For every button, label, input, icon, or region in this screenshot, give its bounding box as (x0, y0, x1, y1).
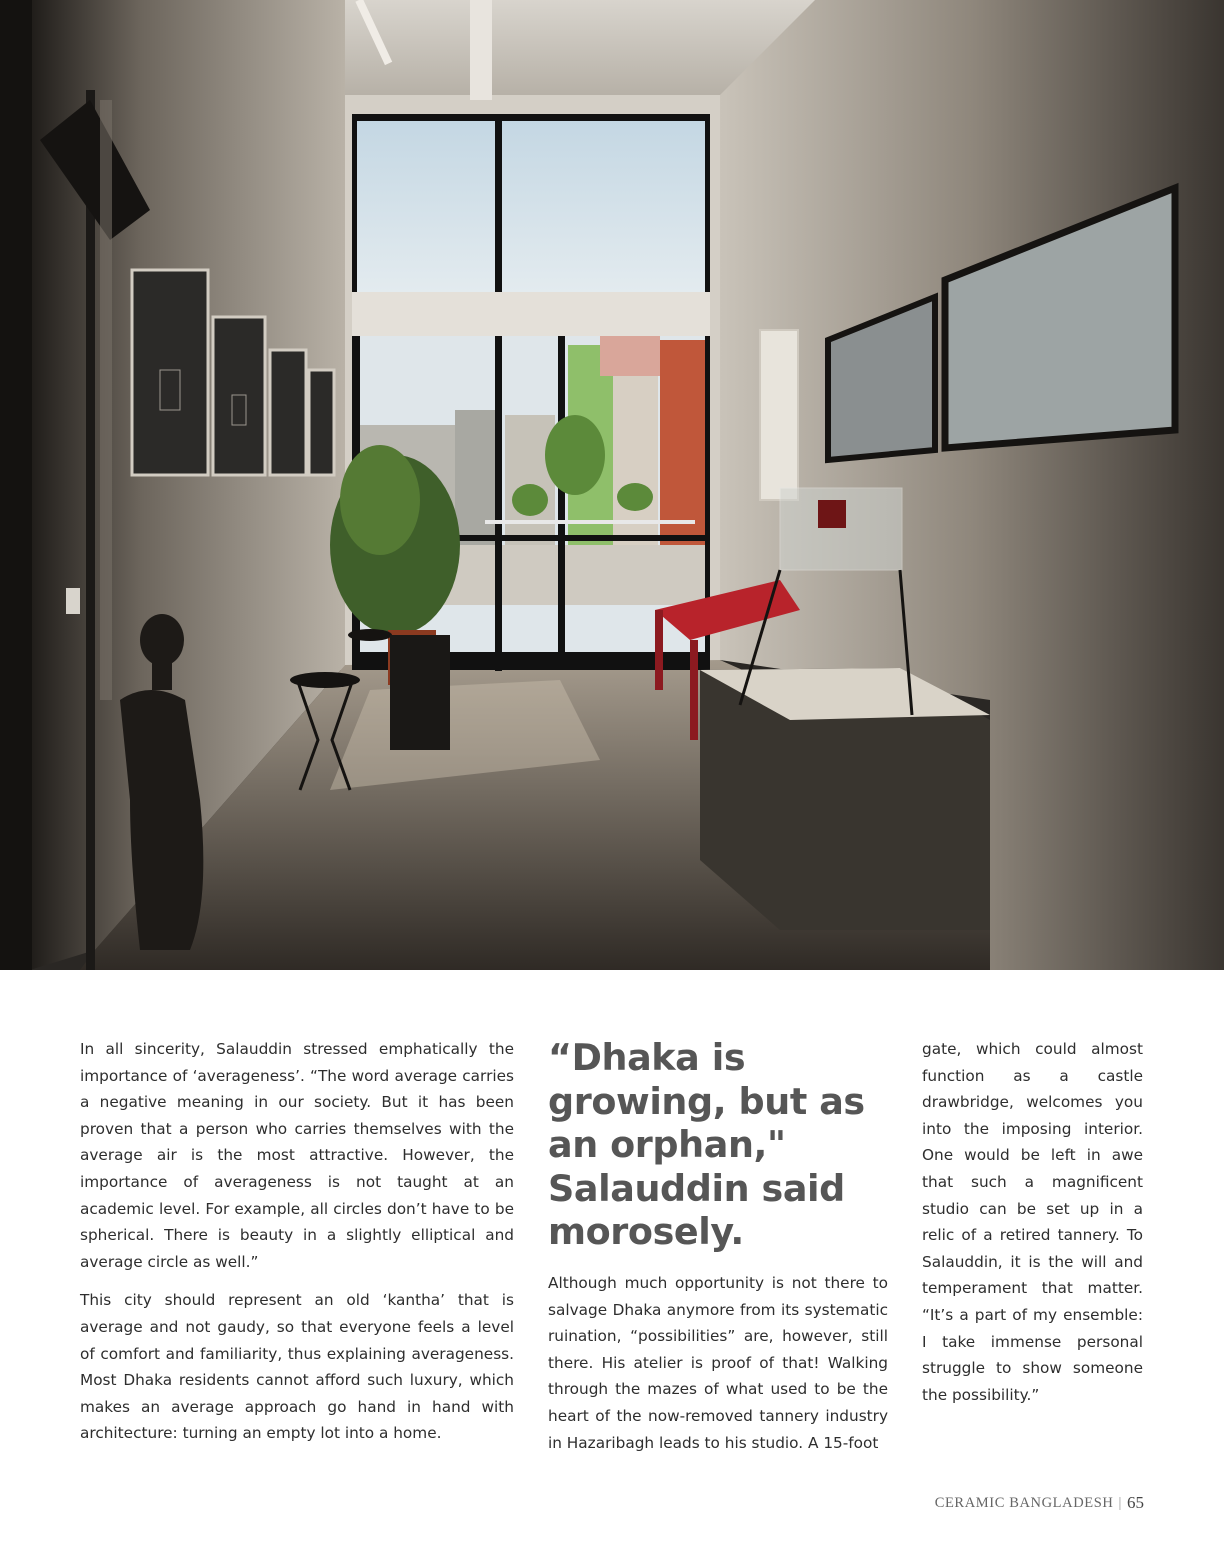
article-middle-column (548, 1270, 888, 1456)
article-paragraph: Although much opportunity is not there to salvage Dhaka anymore from its systematic ruination, “possibilities” are, however, still there. His atelier is proof of that! Walking through the mazes of what used to be the heart of the now-removed tannery industry in Hazaribagh leads to his studio. A 15-foot (548, 1274, 888, 1452)
page-number: 65 (1127, 1493, 1144, 1512)
article-paragraph: This city should represent an old ‘kantha’ that is average and not gaudy, so that everyone feels a level of comfort and familiarity, thus explaining averageness. Most Dhaka residents cannot afford such luxury, which makes an average approach go hand in hand with architecture: turning an empty lot into a home. (80, 1291, 514, 1443)
publication-name: CERAMIC BANGLADESH (934, 1494, 1114, 1511)
page-footer (935, 1493, 1144, 1513)
pull-quote: “Dhaka is growing, but as an orphan," Salauddin said morosely. (548, 1036, 865, 1254)
article-right-column (922, 1036, 1143, 1408)
footer-separator: | (1118, 1494, 1122, 1511)
article-paragraph: In all sincerity, Salauddin stressed emphatically the importance of ‘averageness’. “The word average carries a negative meaning in our society. But it has been proven that a person who carries themselves with the average air is the most attractive. However, the importance of averageness is not taught at an academic level. For example, all circles don’t have to be spherical. There is beauty in a slightly elliptical and average circle as well.” (80, 1040, 514, 1271)
article-left-column (80, 1036, 514, 1447)
article-paragraph: gate, which could almost function as a castle drawbridge, welcomes you into the imposing interior. One would be left in awe that such a magnificent studio can be set up in a relic of a retired tannery. To Salauddin, it is the will and temperament that matter. “It’s a part of my ensemble: I take immense personal struggle to show someone the possibility.” (922, 1040, 1143, 1404)
